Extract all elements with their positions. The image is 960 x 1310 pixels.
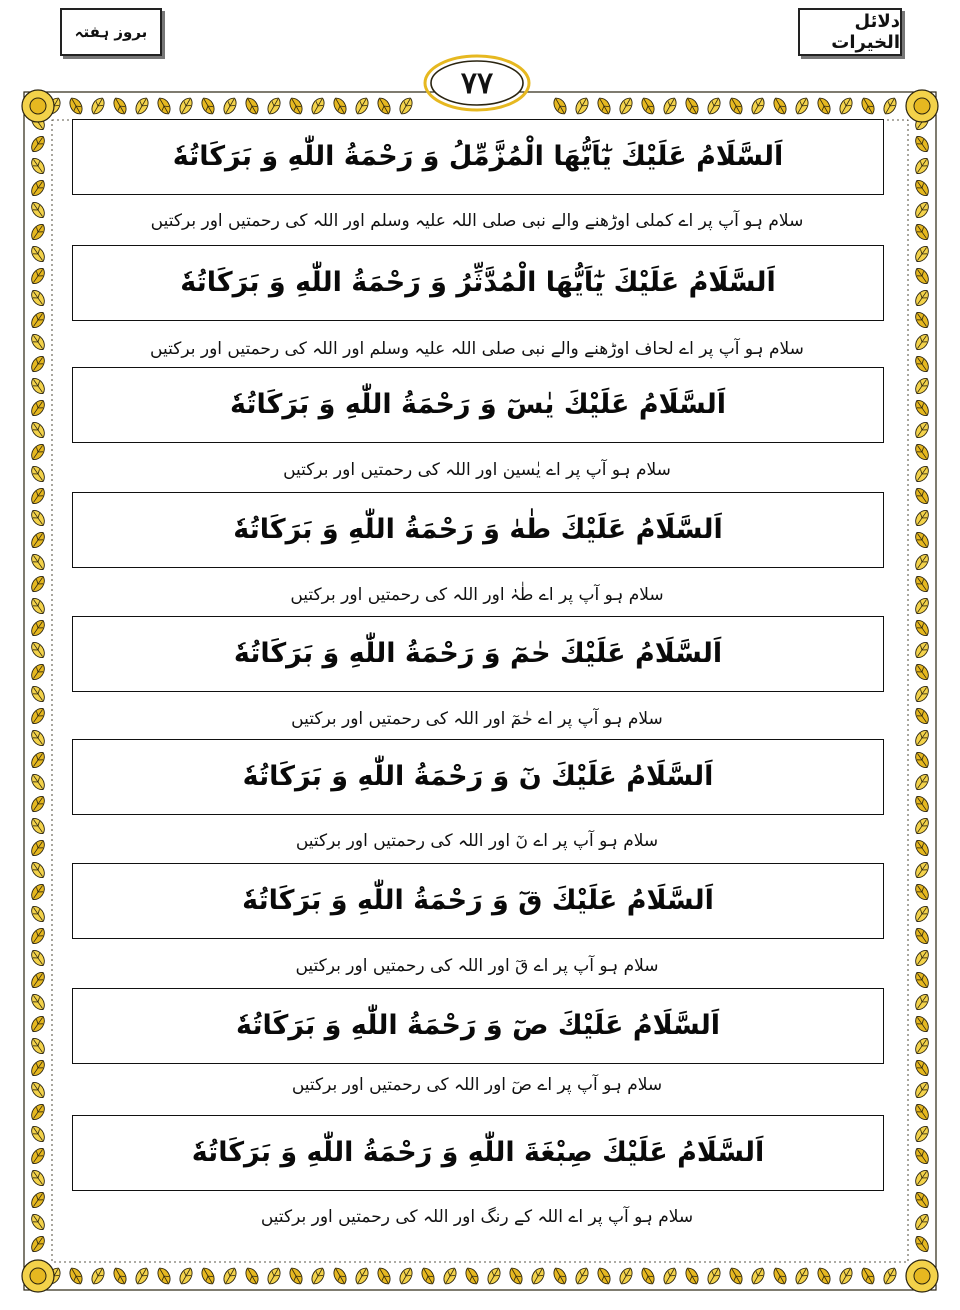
- frame-leaf: [837, 96, 855, 117]
- book-title: دلائل الخیرات: [798, 8, 902, 56]
- frame-leaf: [529, 1266, 547, 1287]
- frame-leaf: [639, 1266, 657, 1287]
- arabic-salutation: اَلسَّلَامُ عَلَيْكَ يٰسٓ وَ رَحْمَةُ اللّٰهِ وَ بَرَكَاتُهٗ: [230, 389, 727, 421]
- frame-leaf: [155, 1266, 173, 1287]
- frame-leaf: [29, 684, 48, 705]
- frame-corner-rosette-core: [30, 98, 46, 114]
- frame-leaf: [913, 222, 932, 243]
- frame-leaf: [913, 464, 932, 485]
- frame-leaf: [859, 1266, 877, 1287]
- frame-leaf: [913, 1036, 932, 1057]
- frame-leaf: [29, 310, 48, 331]
- frame-leaf: [221, 1266, 239, 1287]
- frame-leaf: [913, 1080, 932, 1101]
- frame-leaf: [441, 1266, 459, 1287]
- frame-leaf: [29, 376, 48, 397]
- frame-leaf: [177, 96, 195, 117]
- arabic-salutation: اَلسَّلَامُ عَلَيْكَ طٰهٰ وَ رَحْمَةُ اللّٰهِ وَ بَرَكَاتُهٗ: [233, 514, 723, 546]
- frame-leaf: [243, 96, 261, 117]
- salutation-box: [72, 988, 884, 1064]
- frame-leaf: [29, 1080, 48, 1101]
- frame-leaf: [29, 266, 48, 287]
- frame-leaf: [29, 882, 48, 903]
- frame-leaf: [913, 156, 932, 177]
- frame-leaf: [771, 1266, 789, 1287]
- frame-leaf: [913, 1124, 932, 1145]
- frame-leaf: [111, 96, 129, 117]
- urdu-translation: سلام ہو آپ پر اے کملی اوڑھنے والے نبی صلی اللہ علیہ وسلم اور اللہ کی رحمتیں اور برکتیں: [150, 211, 804, 231]
- frame-leaf: [913, 1102, 932, 1123]
- frame-leaf: [29, 926, 48, 947]
- frame-leaf: [661, 1266, 679, 1287]
- frame-leaf: [29, 200, 48, 221]
- frame-leaf: [243, 1266, 261, 1287]
- frame-leaf: [913, 508, 932, 529]
- frame-leaf: [881, 96, 899, 117]
- frame-leaf: [29, 1036, 48, 1057]
- arabic-salutation: اَلسَّلَامُ عَلَيْكَ صٓ وَ رَحْمَةُ اللّٰهِ وَ بَرَكَاتُهٗ: [235, 1010, 721, 1042]
- frame-corner-rosette-core: [914, 98, 930, 114]
- frame-leaf: [155, 96, 173, 117]
- frame-corner-rosette-core: [914, 1268, 930, 1284]
- frame-leaf: [913, 904, 932, 925]
- frame-leaf: [29, 1102, 48, 1123]
- frame-leaf: [29, 596, 48, 617]
- frame-leaf: [309, 96, 327, 117]
- frame-leaf: [881, 1266, 899, 1287]
- frame-leaf: [913, 1168, 932, 1189]
- frame-leaf: [913, 662, 932, 683]
- frame-leaf: [815, 96, 833, 117]
- frame-leaf: [265, 1266, 283, 1287]
- salutation-box: [72, 739, 884, 815]
- frame-leaf: [309, 1266, 327, 1287]
- frame-leaf: [683, 96, 701, 117]
- frame-leaf: [111, 1266, 129, 1287]
- frame-leaf: [29, 618, 48, 639]
- frame-leaf: [617, 1266, 635, 1287]
- frame-leaf: [29, 772, 48, 793]
- frame-leaf: [29, 134, 48, 155]
- page-number: ۷۷: [460, 65, 494, 101]
- frame-leaf: [913, 838, 932, 859]
- frame-leaf: [29, 1146, 48, 1167]
- frame-leaf: [67, 1266, 85, 1287]
- frame-leaf: [29, 728, 48, 749]
- frame-leaf: [29, 838, 48, 859]
- urdu-translation: سلام ہو آپ پر اے طٰہٰ اور اللہ کی رحمتیں اور برکتیں: [290, 585, 664, 605]
- frame-leaf: [29, 1190, 48, 1211]
- arabic-salutation: اَلسَّلَامُ عَلَيْكَ يٰٓاَيُّهَا الْمُزَّمِّلُ وَ رَحْمَةُ اللّٰهِ وَ بَرَكَاتُهٗ: [172, 141, 784, 173]
- frame-leaf: [29, 1058, 48, 1079]
- frame-leaf: [639, 96, 657, 117]
- urdu-translation: سلام ہو آپ پر اے اللہ کے رنگ اور اللہ کی رحمتیں اور برکتیں: [260, 1207, 694, 1227]
- frame-leaf: [419, 1266, 437, 1287]
- frame-leaf: [913, 750, 932, 771]
- frame-leaf: [265, 96, 283, 117]
- frame-leaf: [507, 1266, 525, 1287]
- frame-leaf: [29, 178, 48, 199]
- frame-leaf: [29, 332, 48, 353]
- frame-leaf: [29, 1168, 48, 1189]
- frame-leaf: [913, 860, 932, 881]
- day-label: بروز ہفتہ: [60, 8, 162, 56]
- frame-leaf: [353, 96, 371, 117]
- frame-leaf: [749, 96, 767, 117]
- frame-leaf: [595, 1266, 613, 1287]
- frame-leaf: [913, 1146, 932, 1167]
- frame-leaf: [683, 1266, 701, 1287]
- frame-leaf: [29, 486, 48, 507]
- frame-leaf: [913, 1234, 932, 1255]
- frame-leaf: [913, 420, 932, 441]
- frame-leaf: [793, 96, 811, 117]
- frame-leaf: [331, 96, 349, 117]
- frame-leaf: [29, 398, 48, 419]
- frame-leaf: [397, 1266, 415, 1287]
- frame-leaf: [913, 618, 932, 639]
- frame-leaf: [331, 1266, 349, 1287]
- frame-corner-rosette-core: [30, 1268, 46, 1284]
- frame-leaf: [29, 1124, 48, 1145]
- frame-leaf: [705, 96, 723, 117]
- frame-leaf: [913, 772, 932, 793]
- frame-leaf: [353, 1266, 371, 1287]
- frame-leaf: [727, 96, 745, 117]
- frame-leaf: [913, 266, 932, 287]
- frame-leaf: [573, 1266, 591, 1287]
- frame-leaf: [837, 1266, 855, 1287]
- frame-leaf: [913, 574, 932, 595]
- frame-leaf: [913, 530, 932, 551]
- frame-leaf: [29, 552, 48, 573]
- frame-leaf: [375, 96, 393, 117]
- frame-leaf: [913, 178, 932, 199]
- frame-leaf: [485, 1266, 503, 1287]
- frame-leaf: [133, 1266, 151, 1287]
- frame-leaf: [29, 816, 48, 837]
- frame-leaf: [463, 1266, 481, 1287]
- frame-leaf: [913, 486, 932, 507]
- frame-leaf: [287, 1266, 305, 1287]
- frame-leaf: [913, 332, 932, 353]
- frame-leaf: [29, 860, 48, 881]
- frame-leaf: [29, 992, 48, 1013]
- frame-leaf: [913, 728, 932, 749]
- urdu-translation: سلام ہو آپ پر اے یٰسین اور اللہ کی رحمتیں اور برکتیں: [283, 460, 671, 480]
- frame-leaf: [29, 904, 48, 925]
- frame-leaf: [913, 684, 932, 705]
- frame-leaf: [913, 134, 932, 155]
- frame-leaf: [29, 640, 48, 661]
- frame-leaf: [913, 706, 932, 727]
- salutation-box: [72, 616, 884, 692]
- frame-leaf: [29, 222, 48, 243]
- arabic-salutation: اَلسَّلَامُ عَلَيْكَ نٓ وَ رَحْمَةُ اللّٰهِ وَ بَرَكَاتُهٗ: [242, 761, 714, 793]
- arabic-salutation: اَلسَّلَامُ عَلَيْكَ حٰمٓ وَ رَحْمَةُ اللّٰهِ وَ بَرَكَاتُهٗ: [233, 638, 723, 670]
- frame-leaf: [67, 96, 85, 117]
- frame-leaf: [661, 96, 679, 117]
- frame-leaf: [29, 794, 48, 815]
- frame-leaf: [221, 96, 239, 117]
- frame-leaf: [913, 948, 932, 969]
- frame-leaf: [913, 442, 932, 463]
- frame-leaf: [913, 398, 932, 419]
- frame-leaf: [29, 288, 48, 309]
- frame-leaf: [595, 96, 613, 117]
- frame-leaf: [177, 1266, 195, 1287]
- frame-leaf: [29, 1212, 48, 1233]
- urdu-translation: سلام ہو آپ پر اے نٓ اور اللہ کی رحمتیں اور برکتیں: [295, 831, 659, 851]
- frame-leaf: [29, 970, 48, 991]
- frame-leaf: [29, 464, 48, 485]
- salutation-box: [72, 119, 884, 195]
- arabic-salutation: اَلسَّلَامُ عَلَيْكَ قٓ وَ رَحْمَةُ اللّٰهِ وَ بَرَكَاتُهٗ: [242, 885, 714, 917]
- salutation-box: [72, 245, 884, 321]
- frame-leaf: [29, 662, 48, 683]
- frame-leaf: [89, 1266, 107, 1287]
- frame-leaf: [29, 420, 48, 441]
- frame-leaf: [29, 948, 48, 969]
- frame-leaf: [551, 1266, 569, 1287]
- frame-leaf: [29, 1014, 48, 1035]
- frame-leaf: [29, 508, 48, 529]
- frame-leaf: [29, 750, 48, 771]
- frame-leaf: [913, 1212, 932, 1233]
- frame-leaf: [29, 156, 48, 177]
- frame-leaf: [771, 96, 789, 117]
- frame-leaf: [727, 1266, 745, 1287]
- frame-leaf: [913, 1190, 932, 1211]
- frame-leaf: [29, 1234, 48, 1255]
- urdu-translation: سلام ہو آپ پر اے لحاف اوڑھنے والے نبی صلی اللہ علیہ وسلم اور اللہ کی رحمتیں اور برکتیں: [150, 339, 804, 359]
- frame-leaf: [913, 970, 932, 991]
- frame-leaf: [29, 530, 48, 551]
- frame-leaf: [287, 96, 305, 117]
- frame-leaf: [913, 310, 932, 331]
- arabic-salutation: اَلسَّلَامُ عَلَيْكَ صِبْغَةَ اللّٰهِ وَ رَحْمَةُ اللّٰهِ وَ بَرَكَاتُهٗ: [191, 1137, 765, 1169]
- frame-leaf: [705, 1266, 723, 1287]
- frame-leaf: [913, 596, 932, 617]
- frame-leaf: [913, 816, 932, 837]
- frame-leaf: [913, 926, 932, 947]
- frame-leaf: [749, 1266, 767, 1287]
- frame-leaf: [617, 96, 635, 117]
- frame-leaf: [859, 96, 877, 117]
- frame-leaf: [573, 96, 591, 117]
- frame-leaf: [913, 794, 932, 815]
- frame-leaf: [199, 1266, 217, 1287]
- salutation-box: [72, 492, 884, 568]
- salutation-box: [72, 1115, 884, 1191]
- frame-leaf: [913, 882, 932, 903]
- frame-leaf: [199, 96, 217, 117]
- frame-leaf: [397, 96, 415, 117]
- frame-leaf: [913, 1014, 932, 1035]
- frame-leaf: [551, 96, 569, 117]
- frame-leaf: [913, 244, 932, 265]
- frame-leaf: [133, 96, 151, 117]
- frame-leaf: [913, 992, 932, 1013]
- frame-leaf: [29, 442, 48, 463]
- frame-leaf: [89, 96, 107, 117]
- frame-leaf: [913, 640, 932, 661]
- arabic-salutation: اَلسَّلَامُ عَلَيْكَ يٰٓاَيُّهَا الْمُدَّثِّرُ وَ رَحْمَةُ اللّٰهِ وَ بَرَكَاتُهٗ: [180, 267, 776, 299]
- frame-leaf: [913, 354, 932, 375]
- frame-leaf: [815, 1266, 833, 1287]
- frame-leaf: [913, 552, 932, 573]
- frame-leaf: [793, 1266, 811, 1287]
- frame-leaf: [29, 706, 48, 727]
- salutation-box: [72, 863, 884, 939]
- frame-leaf: [29, 244, 48, 265]
- frame-leaf: [29, 354, 48, 375]
- frame-leaf: [913, 376, 932, 397]
- frame-leaf: [29, 574, 48, 595]
- frame-leaf: [913, 200, 932, 221]
- salutation-box: [72, 367, 884, 443]
- urdu-translation: سلام ہو آپ پر اے حٰمٓ اور اللہ کی رحمتیں اور برکتیں: [291, 709, 663, 729]
- frame-leaf: [913, 288, 932, 309]
- frame-leaf: [375, 1266, 393, 1287]
- urdu-translation: سلام ہو آپ پر اے صٓ اور اللہ کی رحمتیں اور برکتیں: [291, 1075, 663, 1095]
- urdu-translation: سلام ہو آپ پر اے قٓ اور اللہ کی رحمتیں اور برکتیں: [295, 956, 659, 976]
- frame-leaf: [913, 1058, 932, 1079]
